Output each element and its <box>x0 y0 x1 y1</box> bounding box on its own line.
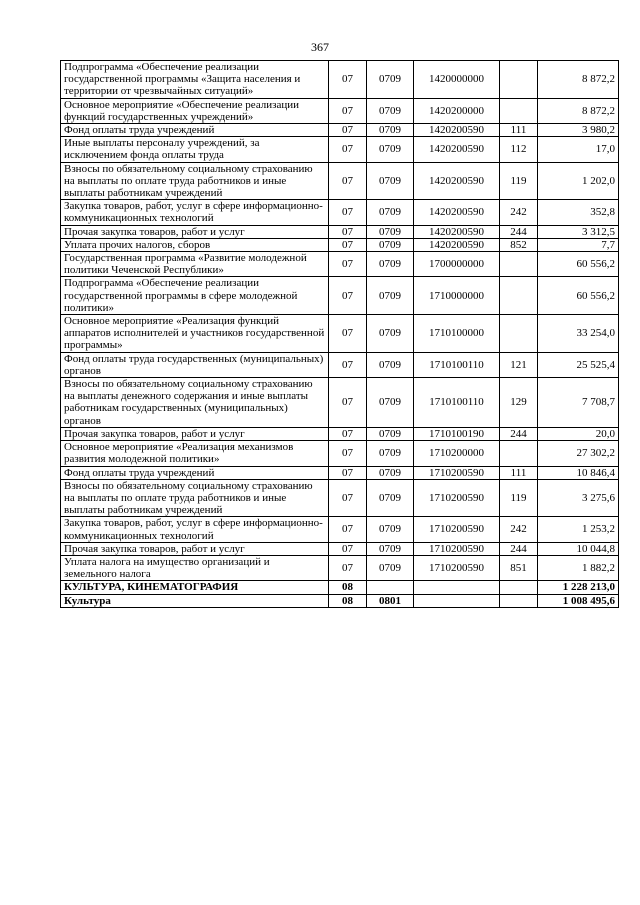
cell-subsection: 0709 <box>367 277 414 315</box>
cell-name: Прочая закупка товаров, работ и услуг <box>61 542 329 555</box>
cell-amount: 17,0 <box>538 137 619 162</box>
cell-expense-type <box>500 441 538 466</box>
cell-subsection: 0709 <box>367 441 414 466</box>
cell-subsection: 0709 <box>367 124 414 137</box>
cell-expense-type: 119 <box>500 479 538 517</box>
cell-target-article <box>414 581 500 594</box>
cell-amount: 20,0 <box>538 427 619 440</box>
cell-subsection: 0709 <box>367 98 414 123</box>
cell-subsection: 0709 <box>367 238 414 251</box>
cell-target-article: 1710200590 <box>414 479 500 517</box>
table-row <box>61 315 619 353</box>
cell-subsection: 0709 <box>367 542 414 555</box>
cell-expense-type <box>500 61 538 99</box>
cell-target-article: 1710200590 <box>414 517 500 542</box>
cell-expense-type: 112 <box>500 137 538 162</box>
table-body <box>61 61 619 608</box>
cell-subsection: 0709 <box>367 162 414 200</box>
cell-section: 07 <box>329 225 367 238</box>
cell-name: Основное мероприятие «Обеспечение реализации функций государственных учреждений» <box>61 98 329 123</box>
cell-section: 07 <box>329 137 367 162</box>
cell-target-article: 1420200590 <box>414 225 500 238</box>
cell-target-article: 1710200590 <box>414 542 500 555</box>
cell-name: Прочая закупка товаров, работ и услуг <box>61 225 329 238</box>
cell-expense-type <box>500 594 538 607</box>
cell-target-article: 1420200000 <box>414 98 500 123</box>
cell-name: Подпрограмма «Обеспечение реализации государственной программы в сфере молодежной политики» <box>61 277 329 315</box>
cell-section: 07 <box>329 555 367 580</box>
table-row <box>61 352 619 377</box>
cell-amount: 60 556,2 <box>538 277 619 315</box>
cell-expense-type: 121 <box>500 352 538 377</box>
table-row <box>61 594 619 607</box>
cell-subsection: 0709 <box>367 315 414 353</box>
cell-section: 07 <box>329 542 367 555</box>
cell-section: 07 <box>329 352 367 377</box>
cell-name: Фонд оплаты труда учреждений <box>61 466 329 479</box>
table-row <box>61 162 619 200</box>
cell-amount: 7 708,7 <box>538 378 619 428</box>
cell-name: Культура <box>61 594 329 607</box>
table-row <box>61 61 619 99</box>
table-row <box>61 479 619 517</box>
cell-section: 07 <box>329 61 367 99</box>
cell-name: Уплата налога на имущество организаций и земельного налога <box>61 555 329 580</box>
cell-section: 07 <box>329 200 367 225</box>
cell-expense-type <box>500 315 538 353</box>
table-row <box>61 555 619 580</box>
cell-target-article: 1420000000 <box>414 61 500 99</box>
table-row <box>61 441 619 466</box>
table-row <box>61 225 619 238</box>
cell-subsection: 0709 <box>367 225 414 238</box>
cell-name: Прочая закупка товаров, работ и услуг <box>61 427 329 440</box>
cell-target-article: 1700000000 <box>414 252 500 277</box>
table-row <box>61 427 619 440</box>
cell-expense-type: 244 <box>500 542 538 555</box>
cell-name: Иные выплаты персоналу учреждений, за исключением фонда оплаты труда <box>61 137 329 162</box>
cell-target-article <box>414 594 500 607</box>
cell-subsection: 0709 <box>367 200 414 225</box>
cell-subsection: 0709 <box>367 137 414 162</box>
cell-expense-type <box>500 581 538 594</box>
cell-amount: 27 302,2 <box>538 441 619 466</box>
cell-target-article: 1420200590 <box>414 124 500 137</box>
cell-name: Основное мероприятие «Реализация функций аппаратов исполнителей и участников государственной программы» <box>61 315 329 353</box>
cell-amount: 33 254,0 <box>538 315 619 353</box>
table-row <box>61 137 619 162</box>
cell-section: 07 <box>329 441 367 466</box>
cell-expense-type: 111 <box>500 466 538 479</box>
cell-section: 07 <box>329 427 367 440</box>
cell-subsection: 0801 <box>367 594 414 607</box>
cell-amount: 352,8 <box>538 200 619 225</box>
cell-section: 07 <box>329 315 367 353</box>
cell-subsection: 0709 <box>367 479 414 517</box>
table-row <box>61 517 619 542</box>
table-row <box>61 542 619 555</box>
cell-section: 07 <box>329 517 367 542</box>
cell-amount: 1 008 495,6 <box>538 594 619 607</box>
cell-amount: 10 044,8 <box>538 542 619 555</box>
cell-section: 08 <box>329 594 367 607</box>
page-number: 367 <box>311 40 329 54</box>
cell-amount: 1 253,2 <box>538 517 619 542</box>
cell-subsection: 0709 <box>367 61 414 99</box>
cell-name: Взносы по обязательному социальному страхованию на выплаты денежного содержания и иные выплаты работникам государственных (муниципальных) органов <box>61 378 329 428</box>
cell-amount: 60 556,2 <box>538 252 619 277</box>
cell-name: Взносы по обязательному социальному страхованию на выплаты по оплате труда работников и иные выплаты работникам учреждений <box>61 479 329 517</box>
cell-amount: 7,7 <box>538 238 619 251</box>
table-row <box>61 252 619 277</box>
cell-expense-type: 129 <box>500 378 538 428</box>
cell-name: КУЛЬТУРА, КИНЕМАТОГРАФИЯ <box>61 581 329 594</box>
cell-section: 07 <box>329 378 367 428</box>
cell-name: Фонд оплаты труда государственных (муниципальных) органов <box>61 352 329 377</box>
cell-expense-type: 244 <box>500 427 538 440</box>
budget-table <box>60 60 619 608</box>
cell-name: Закупка товаров, работ, услуг в сфере информационно-коммуникационных технологий <box>61 200 329 225</box>
cell-subsection: 0709 <box>367 466 414 479</box>
cell-section: 07 <box>329 162 367 200</box>
cell-section: 07 <box>329 124 367 137</box>
cell-subsection: 0709 <box>367 378 414 428</box>
cell-name: Основное мероприятие «Реализация механизмов развития молодежной политики» <box>61 441 329 466</box>
table-row <box>61 98 619 123</box>
cell-expense-type: 242 <box>500 517 538 542</box>
cell-name: Государственная программа «Развитие молодежной политики Чеченской Республики» <box>61 252 329 277</box>
cell-target-article: 1420200590 <box>414 137 500 162</box>
cell-section: 07 <box>329 252 367 277</box>
table-row <box>61 378 619 428</box>
cell-expense-type: 851 <box>500 555 538 580</box>
cell-name: Уплата прочих налогов, сборов <box>61 238 329 251</box>
cell-amount: 25 525,4 <box>538 352 619 377</box>
cell-expense-type <box>500 98 538 123</box>
cell-target-article: 1710100110 <box>414 352 500 377</box>
cell-target-article: 1710100000 <box>414 315 500 353</box>
cell-section: 07 <box>329 98 367 123</box>
cell-name: Фонд оплаты труда учреждений <box>61 124 329 137</box>
cell-amount: 8 872,2 <box>538 61 619 99</box>
cell-name: Подпрограмма «Обеспечение реализации государственной программы «Защита населения и территории от чрезвычайных ситуаций» <box>61 61 329 99</box>
cell-amount: 3 312,5 <box>538 225 619 238</box>
cell-target-article: 1420200590 <box>414 238 500 251</box>
cell-section: 07 <box>329 466 367 479</box>
cell-expense-type: 111 <box>500 124 538 137</box>
cell-target-article: 1420200590 <box>414 162 500 200</box>
cell-amount: 8 872,2 <box>538 98 619 123</box>
table-row <box>61 581 619 594</box>
cell-expense-type: 119 <box>500 162 538 200</box>
cell-subsection: 0709 <box>367 252 414 277</box>
cell-subsection <box>367 581 414 594</box>
table-row <box>61 124 619 137</box>
table-row <box>61 200 619 225</box>
cell-target-article: 1710000000 <box>414 277 500 315</box>
cell-section: 07 <box>329 277 367 315</box>
cell-expense-type: 242 <box>500 200 538 225</box>
cell-section: 07 <box>329 238 367 251</box>
cell-amount: 10 846,4 <box>538 466 619 479</box>
cell-name: Закупка товаров, работ, услуг в сфере информационно-коммуникационных технологий <box>61 517 329 542</box>
cell-expense-type: 244 <box>500 225 538 238</box>
cell-target-article: 1420200590 <box>414 200 500 225</box>
cell-amount: 1 228 213,0 <box>538 581 619 594</box>
cell-target-article: 1710100190 <box>414 427 500 440</box>
cell-target-article: 1710100110 <box>414 378 500 428</box>
cell-name: Взносы по обязательному социальному страхованию на выплаты по оплате труда работников и иные выплаты работникам учреждений <box>61 162 329 200</box>
cell-subsection: 0709 <box>367 352 414 377</box>
cell-amount: 1 202,0 <box>538 162 619 200</box>
cell-section: 08 <box>329 581 367 594</box>
table-row <box>61 277 619 315</box>
cell-expense-type: 852 <box>500 238 538 251</box>
cell-subsection: 0709 <box>367 517 414 542</box>
cell-section: 07 <box>329 479 367 517</box>
cell-target-article: 1710200590 <box>414 466 500 479</box>
cell-amount: 3 980,2 <box>538 124 619 137</box>
cell-expense-type <box>500 277 538 315</box>
table-row <box>61 466 619 479</box>
table-row <box>61 238 619 251</box>
cell-amount: 1 882,2 <box>538 555 619 580</box>
cell-target-article: 1710200590 <box>414 555 500 580</box>
cell-subsection: 0709 <box>367 427 414 440</box>
cell-target-article: 1710200000 <box>414 441 500 466</box>
cell-subsection: 0709 <box>367 555 414 580</box>
cell-amount: 3 275,6 <box>538 479 619 517</box>
cell-expense-type <box>500 252 538 277</box>
